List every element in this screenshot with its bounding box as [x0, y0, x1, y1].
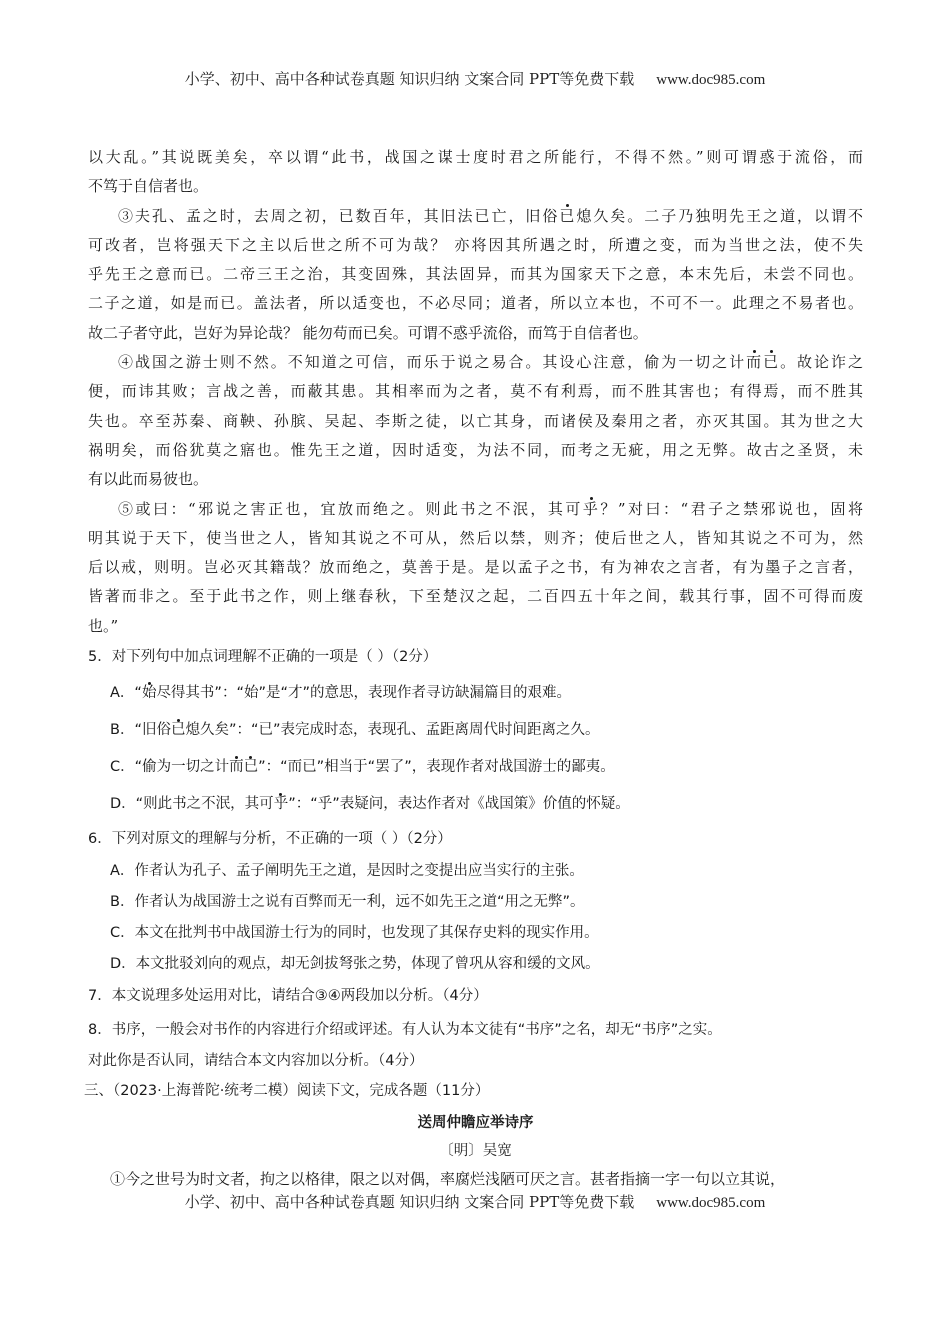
paragraph-5-line: ⑤或曰：“邪说之害正也，宜放而绝之。则此书之不泯，其可乎？”对曰：“君子之禁邪说也，固将: [118, 499, 863, 518]
question-7: 7．本文说理多处运用对比，请结合③④两段加以分析。（4分）: [88, 988, 488, 1005]
question-6-option-d: D．本文批驳刘向的观点，却无剑拔弩张之势，体现了曾巩从容和缓的文风。: [110, 956, 600, 973]
page-footer: [0, 1191, 950, 1212]
question-8-line-2: 对此你是否认同，请结合本文内容加以分析。（4分）: [88, 1053, 424, 1070]
emphasis-dot: 而: [746, 353, 764, 372]
passage-line: 失也。卒至苏秦、商鞅、孙膑、吴起、李斯之徒，以亡其身，而诸侯及秦用之者，亦灭其国。其为世之大: [88, 411, 863, 430]
passage-line: 明其说于天下，使当世之人，皆知其说之不可从，然后以禁，则齐；使后世之人，皆知其说之不可为，然: [88, 528, 863, 547]
emphasis-dot: 已: [559, 206, 577, 225]
paragraph-4-line: ④战国之游士则不然。不知道之可信，而乐于说之易合。其设心注意，偷为一切之计而已。故论诈之: [118, 353, 863, 372]
emphasis-dot: 始: [141, 684, 157, 701]
passage-line: 不笃于自信者也。: [88, 177, 209, 196]
passage-line: 便，而讳其败；言战之善，而蔽其患。其相率而为之者，莫不有利焉，而不胜其害也；有得焉，而不胜其: [88, 382, 863, 401]
passage-line: 祸明矣，而俗犹莫之寤也。惟先王之道，因时适变，为法不同，而考之无疵，用之无弊。故古之圣贤，未: [88, 440, 863, 459]
question-5-option-c: C．“偷为一切之计而已”：“而已”相当于“罢了”，表现作者对战国游士的鄙夷。: [110, 758, 615, 775]
passage-line: 皆著而非之。至于此书之作，则上继春秋，下至楚汉之起，二百四五十年之间，载其行事，固不可得而废: [88, 587, 863, 606]
emphasis-dot: 已: [170, 721, 186, 738]
passage-line: 有以此而易彼也。: [88, 470, 209, 489]
passage-line: 乎先王之意而已。二帝三王之治，其变固殊，其法固异，而其为国家天下之意，本末先后，未尝不同也。: [88, 265, 863, 284]
header-text: 小学、初中、高中各种试卷真题 知识归纳 文案合同 PPT等免费下载: [184, 70, 635, 88]
footer-text: 小学、初中、高中各种试卷真题 知识归纳 文案合同 PPT等免费下载: [184, 1193, 635, 1211]
emphasis-dot: 已: [243, 758, 259, 775]
question-6-option-a: A．作者认为孔子、孟子阐明先王之道，是因时之变提出应当实行的主张。: [110, 863, 584, 880]
passage-line: 二子之道，如是而已。盖法者，所以适变也，不必尽同；道者，所以立本也，不可不一。此理之不易者也。: [88, 294, 863, 313]
passage-line: 以大乱。”其说既美矣，卒以谓“此书，战国之谋士度时君之所能行，不得不然。”则可谓惑于流俗，而: [88, 148, 863, 166]
passage-line: 后以戒，则明。岂必灭其籍哉？放而绝之，莫善于是。是以孟子之书，有为神农之言者，有为墨子之言者，: [88, 558, 863, 577]
poem-author: 〔明〕吴宽: [439, 1142, 512, 1159]
emphasis-dot: 而: [229, 758, 244, 775]
question-5-stem: 5．对下列句中加点词理解不正确的一项是（ ）（2分）: [88, 649, 438, 666]
question-5-option-a: A．“始尽得其书”：“始”是“才”的意思，表现作者寻访缺漏篇目的艰难。: [110, 684, 571, 701]
emphasis-dot: 已: [763, 353, 781, 372]
poem-paragraph-1: ①今之世号为时文者，拘之以格律，限之以对偶，率腐烂浅陋可厌之言。甚者指摘一字一句以立其说，: [110, 1169, 786, 1188]
poem-title: 送周仲瞻应举诗序: [417, 1113, 534, 1131]
page-header: [0, 68, 950, 89]
question-6-stem: 6．下列对原文的理解与分析，不正确的一项（ ）（2分）: [88, 830, 452, 847]
document-body: [84, 143, 863, 1194]
question-6-option-b: B．作者认为战国游士之说有百弊而无一利，远不如先王之道“用之无弊”。: [110, 894, 585, 911]
section-3-heading: 三、（2023·上海普陀·统考二模）阅读下文，完成各题（11分）: [84, 1083, 490, 1100]
question-5-option-d: D．“则此书之不泯，其可乎”：“乎”表疑问，表达作者对《战国策》价值的怀疑。: [110, 795, 630, 812]
question-6-option-c: C．本文在批判书中战国游士行为的同时，也发现了其保存史料的现实作用。: [110, 925, 599, 942]
question-8-line-1: 8．书序，一般会对书作的内容进行介绍或评述。有人认为本文徒有“书序”之名，却无“书序”之实。: [88, 1021, 722, 1038]
emphasis-dot: 乎: [273, 795, 289, 812]
paragraph-3-line: ③夫孔、孟之时，去周之初，已数百年，其旧法已亡，旧俗已熄久矣。二子乃独明先王之道，以谓不: [118, 206, 863, 225]
passage-line: 也。”: [88, 616, 119, 635]
passage-line: 可改者，岂将强天下之主以后世之所不可为哉？ 亦将因其所遇之时，所遭之变，而为当世之法，使不失: [88, 235, 863, 254]
footer-site: www.doc985.com: [656, 1195, 766, 1211]
question-5-option-b: B．“旧俗已熄久矣”：“已”表完成时态，表现孔、孟距离周代时间距离之久。: [110, 721, 600, 738]
emphasis-dot: 乎: [582, 499, 601, 518]
passage-line: 故二子者守此，岂好为异论哉？ 能勿苟而已矣。可谓不惑乎流俗，而笃于自信者也。: [88, 323, 648, 342]
header-site: www.doc985.com: [656, 72, 766, 88]
